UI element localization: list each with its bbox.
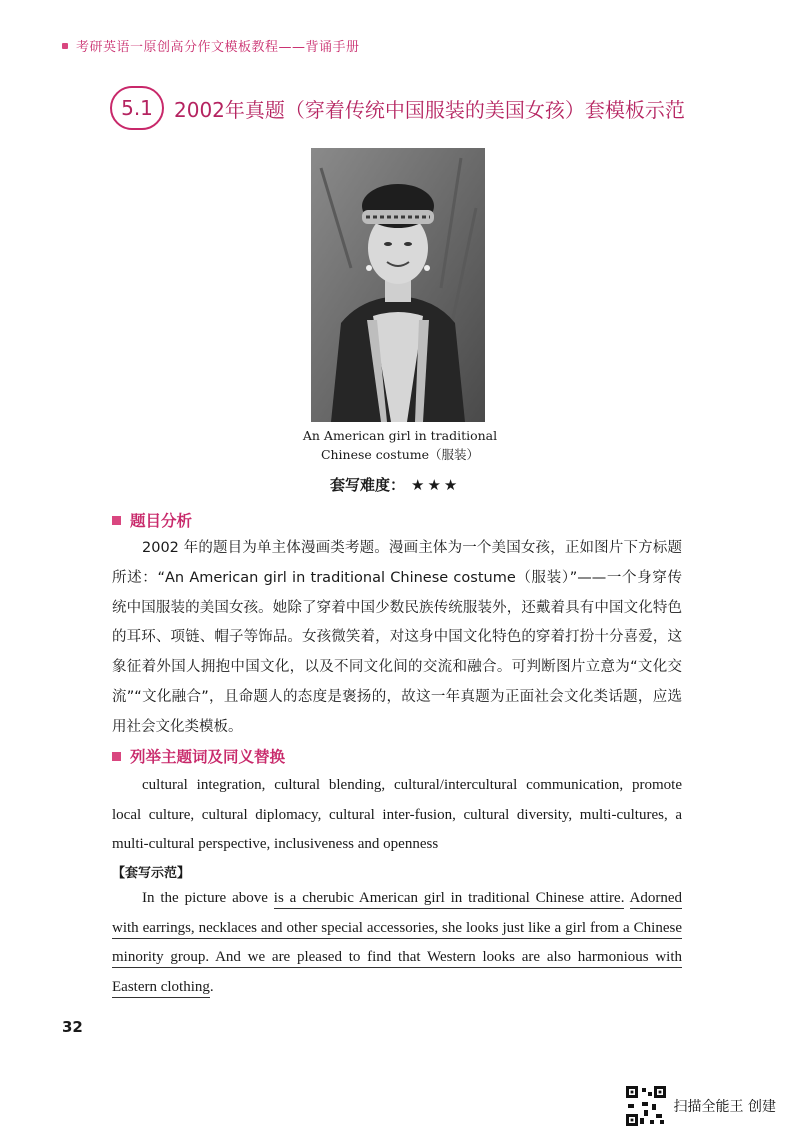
analysis-heading-text: 题目分析 (130, 512, 193, 530)
synonyms-heading-text: 列举主题词及同义替换 (130, 748, 286, 766)
figure-caption-line2: Chinese costume（服装） (320, 447, 480, 462)
model-text-end: . (209, 978, 214, 995)
figure-caption-line1: An American girl in traditional (302, 428, 498, 443)
bullet-square-icon (112, 516, 121, 525)
photo-girl-in-costume-image (311, 148, 485, 422)
qr-code-icon (626, 1086, 666, 1126)
model-text-plain: In the picture above (142, 890, 274, 906)
analysis-heading (112, 509, 192, 531)
bullet-square-icon (112, 752, 121, 761)
figure-caption (280, 426, 520, 464)
section-heading (110, 86, 685, 130)
star-rating-icon: ★★★ (411, 476, 461, 494)
bullet-square-icon (62, 43, 68, 49)
watermark-text: 扫描全能王 创建 (673, 1099, 776, 1115)
scanner-watermark (626, 1086, 776, 1126)
synonyms-heading (112, 745, 285, 767)
running-head (62, 36, 360, 55)
page-number: 32 (62, 1018, 83, 1036)
difficulty-rating (330, 474, 460, 495)
model-text-underlined-1: is a cherubic American girl in traditional Chinese attire. (274, 890, 625, 909)
figure-photo (311, 148, 485, 422)
model-essay-paragraph (112, 884, 682, 1002)
analysis-text: 2002 年的题目为单主体漫画类考题。漫画主体为一个美国女孩，正如图片下方标题所述：“An American girl in traditional Chinese costume（服装）”——一个身穿传统中国服装的美国女孩。她除了穿着中国少数民族传统服装外，还戴着具有中国文化特色的耳环、项链、帽子等饰品。女孩微笑着，对这身中国文化特色的穿着打扮十分喜爱，这象征着外国人拥抱中国文化，以及不同文化间的交流和融合。可判断图片立意为“文化交流”“文化融合”，且命题人的态度是褒扬的，故这一年真题为正面社会文化类话题，应选用社会文化类模板。 (112, 540, 682, 735)
section-number: 5.1 (110, 86, 164, 130)
difficulty-label: 套写难度： (330, 476, 406, 494)
model-text-underlined-2: Adorned with earrings, necklaces and other special accessories, she looks just like a girl from a Chinese minority group. And we are pleased to find that Western looks are also harmonious with Eastern clothing (112, 890, 682, 998)
running-head-text: 考研英语一原创高分作文模板教程——背诵手册 (76, 40, 360, 55)
model-essay-label: 【套写示范】 (112, 866, 191, 881)
synonyms-paragraph: cultural integration, cultural blending, cultural/intercultural communication, promote local culture, cultural diplomacy, cultural inter-fusion, cultural diversity, multi-cultures, a multi-cultural perspective, inclusiveness and openness (112, 777, 682, 852)
analysis-paragraph (112, 534, 682, 743)
section-title: 2002年真题（穿着传统中国服装的美国女孩）套模板示范 (174, 97, 685, 122)
